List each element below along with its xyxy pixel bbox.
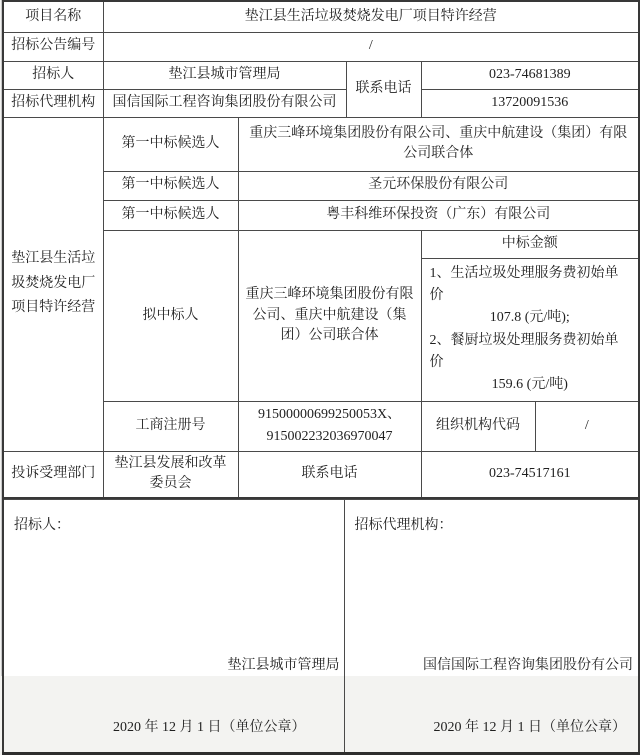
complaint-dept-value: 垫江县发展和改革委员会 [103,451,238,498]
complaint-phone: 023-74517161 [421,451,639,498]
candidate-1-value: 重庆三峰环境集团股份有限公司、重庆中航建设（集团）有限公司联合体 [238,117,639,171]
candidate-3-value: 粤丰科维环保投资（广东）有限公司 [238,200,639,230]
complaint-dept-label: 投诉受理部门 [3,451,103,498]
candidate-3-label: 第一中标候选人 [103,200,238,230]
project-name-value: 垫江县生活垃圾焚烧发电厂项目特许经营 [103,1,639,32]
amount-item-1-value: 107.8 (元/吨); [489,310,570,326]
amount-item-1-title: 1、生活垃圾处理服务费初始单价 [429,265,619,303]
org-code-label: 组织机构代码 [421,401,535,451]
contact-phone-label: 联系电话 [346,61,421,117]
project-side-label: 垫江县生活垃圾焚烧发电厂项目特许经营 [3,117,103,451]
table-row [3,117,639,171]
project-name-label: 项目名称 [3,1,103,32]
signature-section [2,499,640,755]
proposed-winner-value: 重庆三峰环境集团股份有限公司、重庆中航建设（集团）公司联合体 [238,230,421,401]
amount-item-2-title: 2、餐厨垃圾处理服务费初始单价 [429,332,619,371]
tenderer-signature-company: 垫江县城市管理局 [227,658,340,674]
bid-info-table [2,0,640,499]
tenderer-signature-label: 招标人： [14,518,70,534]
agency-signature-cell [344,500,639,754]
announcement-no-label: 招标公告编号 [3,32,103,61]
table-row [3,451,639,498]
bid-result-document [1,0,639,736]
agency-label: 招标代理机构 [3,89,103,117]
table-row [3,1,639,32]
candidate-1-label: 第一中标候选人 [103,117,238,171]
business-reg-value: 91500000699250053X、915002232036970047 [238,401,421,451]
agency-signature-label: 招标代理机构： [354,518,453,534]
tenderer-phone: 023-74681389 [421,61,639,89]
candidate-2-label: 第一中标候选人 [103,171,238,200]
table-row [3,89,639,117]
proposed-winner-label: 拟中标人 [103,230,238,401]
amount-item-2-value: 159.6 (元/吨) [491,377,568,393]
announcement-no-value: / [103,32,639,61]
tenderer-signature-date: 2020 年 12 月 1 日（单位公章） [113,720,306,736]
agency-phone: 13720091536 [421,89,639,117]
candidate-2-value: 圣元环保股份有限公司 [238,171,639,200]
business-reg-label: 工商注册号 [103,401,238,451]
tenderer-value: 垫江县城市管理局 [103,61,346,89]
award-amount-header: 中标金额 [421,230,639,258]
signature-row [3,500,639,754]
org-code-value: / [535,401,639,451]
award-amount-details [421,258,639,401]
tenderer-signature-cell [3,500,344,754]
agency-value: 国信国际工程咨询集团股份有限公司 [103,89,346,117]
tenderer-label: 招标人 [3,61,103,89]
complaint-phone-label: 联系电话 [238,451,421,498]
agency-signature-company: 国信国际工程咨询集团股份有公司 [423,658,633,674]
agency-signature-date: 2020 年 12 月 1 日（单位公章） [433,720,626,736]
table-row [3,32,639,61]
table-row [3,61,639,89]
